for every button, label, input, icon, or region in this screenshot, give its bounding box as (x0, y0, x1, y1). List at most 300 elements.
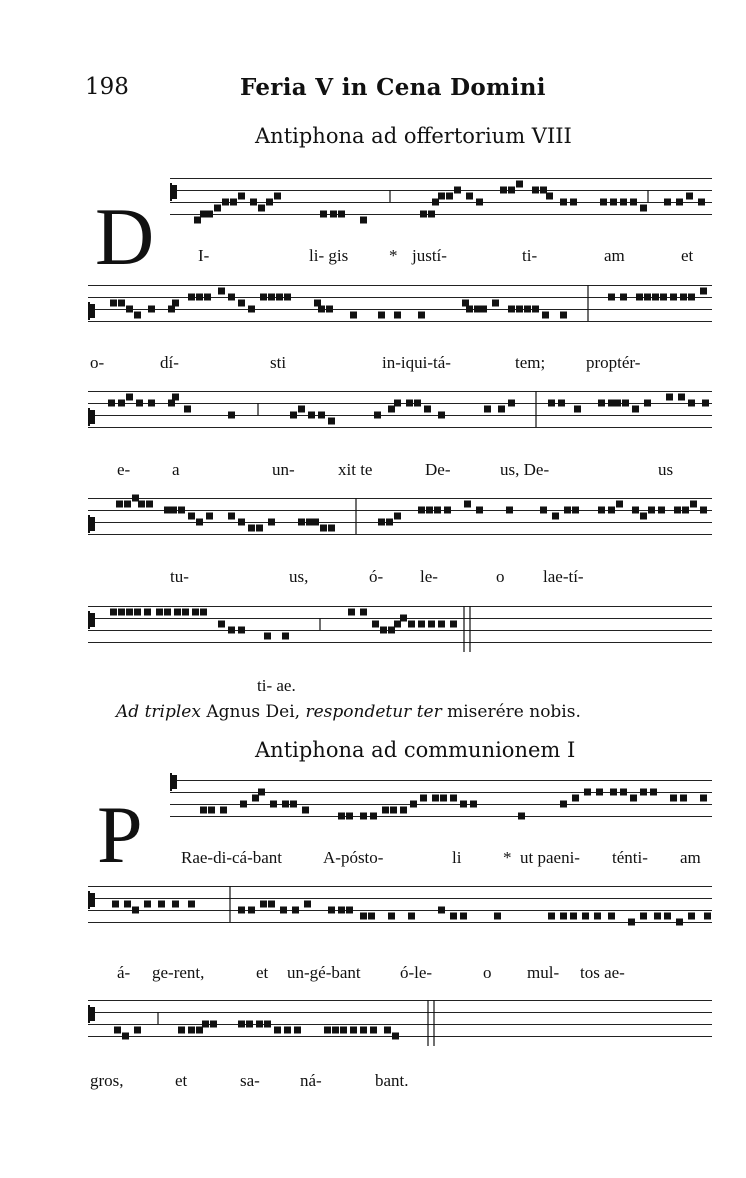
neume (660, 294, 667, 301)
staff-3 (88, 383, 712, 451)
neume (326, 306, 333, 313)
neume (700, 795, 707, 802)
neume (676, 199, 683, 206)
neume (558, 400, 565, 407)
neume (630, 199, 637, 206)
neume (480, 306, 487, 313)
neume (204, 294, 211, 301)
neume (700, 507, 707, 514)
neume (168, 306, 175, 313)
neume (126, 609, 133, 616)
neume (360, 813, 367, 820)
neume (188, 1027, 195, 1034)
neume (702, 400, 709, 407)
neume (432, 199, 439, 206)
neume (546, 193, 553, 200)
neume (346, 907, 353, 914)
neume (610, 789, 617, 796)
neume (370, 1027, 377, 1034)
neume (640, 513, 647, 520)
lyric: in-iqui-tá- (382, 353, 451, 372)
communion-initial: P (97, 789, 143, 880)
neume (650, 789, 657, 796)
neume (274, 193, 281, 200)
neume (164, 507, 171, 514)
neume (124, 501, 131, 508)
lyric: bant. (375, 1071, 409, 1090)
neume (388, 406, 395, 413)
neume (268, 294, 275, 301)
neume (328, 525, 335, 532)
neume (314, 300, 321, 307)
lyric: us (658, 460, 674, 479)
neume (188, 294, 195, 301)
neume (280, 907, 287, 914)
neume (674, 507, 681, 514)
neume (228, 412, 235, 419)
neume (644, 400, 651, 407)
lyric: o (483, 963, 492, 982)
neume (450, 913, 457, 920)
neume (304, 901, 311, 908)
neume (332, 1027, 339, 1034)
clef-icon (88, 302, 90, 320)
neume (438, 621, 445, 628)
neume (388, 627, 395, 634)
neume (192, 609, 199, 616)
rubric (116, 702, 581, 722)
neume (148, 400, 155, 407)
neume (476, 199, 483, 206)
neume (202, 1021, 209, 1028)
neume (208, 807, 215, 814)
neume (256, 1021, 263, 1028)
clef-icon (90, 893, 95, 907)
neume (178, 1027, 185, 1034)
clef-icon (170, 183, 172, 201)
neume (440, 795, 447, 802)
neume (170, 507, 177, 514)
neume (464, 501, 471, 508)
neume (682, 507, 689, 514)
neume (360, 913, 367, 920)
neume (206, 211, 213, 218)
neume (360, 217, 367, 224)
neume (400, 615, 407, 622)
neume (350, 312, 357, 319)
neume (134, 1027, 141, 1034)
lyric: ná- (300, 1071, 322, 1090)
lyric: us, De- (500, 460, 550, 479)
neume (384, 1027, 391, 1034)
neume (418, 621, 425, 628)
neume (484, 406, 491, 413)
neume (670, 294, 677, 301)
neume (680, 795, 687, 802)
neume (182, 609, 189, 616)
neume (378, 519, 385, 526)
neume (318, 306, 325, 313)
neume (228, 294, 235, 301)
neume (282, 801, 289, 808)
neume (540, 507, 547, 514)
neume (118, 609, 125, 616)
neume (178, 507, 185, 514)
lyric: li (452, 848, 462, 867)
lyric: ó- (369, 567, 384, 586)
page-title: Feria V in Cena Domini (240, 74, 546, 101)
neume (688, 400, 695, 407)
neume (608, 913, 615, 920)
lyric: dí- (160, 353, 179, 372)
neume (324, 1027, 331, 1034)
lyric: et (256, 963, 269, 982)
neume (418, 507, 425, 514)
neume (548, 913, 555, 920)
neume (168, 400, 175, 407)
neume (228, 627, 235, 634)
neume (574, 406, 581, 413)
neume (230, 199, 237, 206)
neume (298, 406, 305, 413)
neume (460, 913, 467, 920)
neume (294, 1027, 301, 1034)
neume (338, 813, 345, 820)
clef-icon (172, 185, 177, 199)
neume (330, 211, 337, 218)
neume (382, 807, 389, 814)
neume (214, 205, 221, 212)
neume (274, 1027, 281, 1034)
neume (460, 801, 467, 808)
rubric-italic: respondetur ter (305, 702, 442, 722)
neume (248, 907, 255, 914)
neume (312, 519, 319, 526)
clef-icon (88, 408, 90, 426)
neume (360, 609, 367, 616)
neume (258, 789, 265, 796)
neume (582, 913, 589, 920)
neume (466, 193, 473, 200)
neume (688, 294, 695, 301)
neume (206, 513, 213, 520)
neume (598, 507, 605, 514)
neume (608, 507, 615, 514)
neume (704, 913, 711, 920)
neume (174, 609, 181, 616)
neume (126, 394, 133, 401)
neume (390, 807, 397, 814)
neume (670, 795, 677, 802)
neume (476, 507, 483, 514)
neume (200, 807, 207, 814)
neume (340, 1027, 347, 1034)
clef-icon (88, 891, 90, 909)
neume (394, 621, 401, 628)
lyric: o- (90, 353, 105, 372)
neume (408, 913, 415, 920)
page-number: 198 (85, 74, 129, 100)
neume (560, 312, 567, 319)
lyric: tos ae- (580, 963, 625, 982)
neume (282, 633, 289, 640)
neume (608, 400, 615, 407)
neume (196, 519, 203, 526)
lyric: us, (289, 567, 309, 586)
lyric: e- (117, 460, 131, 479)
neume (686, 193, 693, 200)
neume (172, 300, 179, 307)
neume (252, 795, 259, 802)
neume (270, 801, 277, 808)
neume (126, 306, 133, 313)
neume (112, 901, 119, 908)
neume (200, 609, 207, 616)
neume (426, 507, 433, 514)
neume (218, 288, 225, 295)
neume (110, 609, 117, 616)
neume (474, 306, 481, 313)
lyric: tem; (515, 353, 546, 372)
neume (470, 801, 477, 808)
neume (370, 813, 377, 820)
neume (388, 913, 395, 920)
neume (148, 306, 155, 313)
neume (446, 193, 453, 200)
neume (146, 501, 153, 508)
neume (632, 507, 639, 514)
neume (658, 507, 665, 514)
neume (238, 627, 245, 634)
neume (132, 907, 139, 914)
neume (444, 507, 451, 514)
lyric: proptér- (586, 353, 641, 372)
neume (350, 1027, 357, 1034)
neume (292, 907, 299, 914)
neume (596, 789, 603, 796)
neume (268, 901, 275, 908)
neume (256, 525, 263, 532)
lyric: ut paeni- (520, 848, 580, 867)
neume (552, 513, 559, 520)
neume (258, 205, 265, 212)
neume (228, 513, 235, 520)
clef-icon (88, 515, 90, 533)
neume (318, 412, 325, 419)
neume (542, 312, 549, 319)
offertory-initial: D (95, 191, 155, 282)
clef-icon (90, 613, 95, 627)
neume (338, 907, 345, 914)
neume (144, 609, 151, 616)
lyric: ó-le- (400, 963, 433, 982)
neume (594, 913, 601, 920)
clef-icon (90, 517, 95, 531)
neume (462, 300, 469, 307)
neume (678, 394, 685, 401)
lyric: o (496, 567, 505, 586)
lyric: lae-tí- (543, 567, 584, 586)
neume (220, 807, 227, 814)
neume (238, 193, 245, 200)
neume (238, 519, 245, 526)
neume (532, 306, 539, 313)
neume (688, 913, 695, 920)
staff-7 (88, 878, 712, 946)
neume (268, 519, 275, 526)
neume (636, 294, 643, 301)
lyric: a (172, 460, 180, 479)
neume (320, 211, 327, 218)
clef-icon (88, 611, 90, 629)
lyric: A-pósto- (323, 848, 384, 867)
neume (570, 199, 577, 206)
neume (184, 406, 191, 413)
lyric: et (681, 246, 694, 265)
neume (248, 306, 255, 313)
neume (564, 507, 571, 514)
neume (420, 211, 427, 218)
neume (620, 199, 627, 206)
neume (250, 199, 257, 206)
neume (610, 199, 617, 206)
neume (620, 294, 627, 301)
lyric: un-gé-bant (287, 963, 361, 982)
lyric: ténti- (612, 848, 648, 867)
offertory-title: Antiphona ad offertorium VIII (255, 124, 572, 148)
neume (630, 795, 637, 802)
neume (516, 181, 523, 188)
neume (134, 312, 141, 319)
neume (648, 507, 655, 514)
neume (134, 609, 141, 616)
neume (240, 801, 247, 808)
neume (666, 394, 673, 401)
neume (616, 501, 623, 508)
neume (320, 525, 327, 532)
neume (328, 418, 335, 425)
neume (200, 211, 207, 218)
neume (290, 801, 297, 808)
neume (438, 907, 445, 914)
neume (368, 913, 375, 920)
neume (414, 400, 421, 407)
neume (132, 495, 139, 502)
staff-2 (88, 277, 712, 345)
lyric: * (503, 848, 512, 867)
neume (172, 901, 179, 908)
lyric: am (604, 246, 625, 265)
neume (654, 913, 661, 920)
neume (506, 507, 513, 514)
staff-4 (88, 490, 712, 558)
lyric: Rae-di-cá-bant (181, 848, 282, 867)
neume (420, 795, 427, 802)
lyric: justí- (412, 246, 447, 265)
neume (218, 621, 225, 628)
neume (652, 294, 659, 301)
neume (438, 412, 445, 419)
neume (116, 501, 123, 508)
neume (164, 609, 171, 616)
lyric: sti (270, 353, 287, 372)
lyric: * (389, 246, 398, 265)
neume (614, 400, 621, 407)
rubric-text: Agnus Dei, (200, 702, 306, 722)
clef-icon (88, 1005, 90, 1023)
neume (348, 609, 355, 616)
neume (408, 621, 415, 628)
neume (428, 211, 435, 218)
neume (680, 294, 687, 301)
neume (690, 501, 697, 508)
neume (394, 513, 401, 520)
neume (622, 400, 629, 407)
neume (454, 187, 461, 194)
neume (380, 627, 387, 634)
neume (264, 633, 271, 640)
staff-8 (88, 992, 712, 1060)
lyric: á- (117, 963, 131, 982)
lyric: sa- (240, 1071, 260, 1090)
neume (540, 187, 547, 194)
neume (494, 913, 501, 920)
neume (516, 306, 523, 313)
lyric: tu- (170, 567, 189, 586)
lyric: ge-rent, (152, 963, 205, 982)
neume (264, 1021, 271, 1028)
neume (284, 294, 291, 301)
neume (640, 913, 647, 920)
neume (260, 901, 267, 908)
neume (196, 294, 203, 301)
neume (246, 1021, 253, 1028)
lyric: mul- (527, 963, 560, 982)
neume (524, 306, 531, 313)
neume (328, 907, 335, 914)
neume (400, 807, 407, 814)
communion-title: Antiphona ad communionem I (255, 738, 576, 762)
clef-icon (172, 775, 177, 789)
neume (572, 507, 579, 514)
lyric: xit te (338, 460, 373, 479)
neume (628, 919, 635, 926)
neume (466, 306, 473, 313)
neume (156, 609, 163, 616)
neume (374, 412, 381, 419)
lyric: et (175, 1071, 188, 1090)
neume (346, 813, 353, 820)
neume (238, 300, 245, 307)
neume (584, 789, 591, 796)
neume (570, 913, 577, 920)
neume (492, 300, 499, 307)
clef-icon (90, 410, 95, 424)
neume (238, 907, 245, 914)
neume (500, 187, 507, 194)
neume (406, 400, 413, 407)
lyric: ti- (522, 246, 538, 265)
neume (122, 1033, 129, 1040)
neume (424, 406, 431, 413)
neume (210, 1021, 217, 1028)
neume (302, 807, 309, 814)
neume (532, 187, 539, 194)
neume (118, 300, 125, 307)
neume (222, 199, 229, 206)
neume (394, 312, 401, 319)
neume (290, 412, 297, 419)
